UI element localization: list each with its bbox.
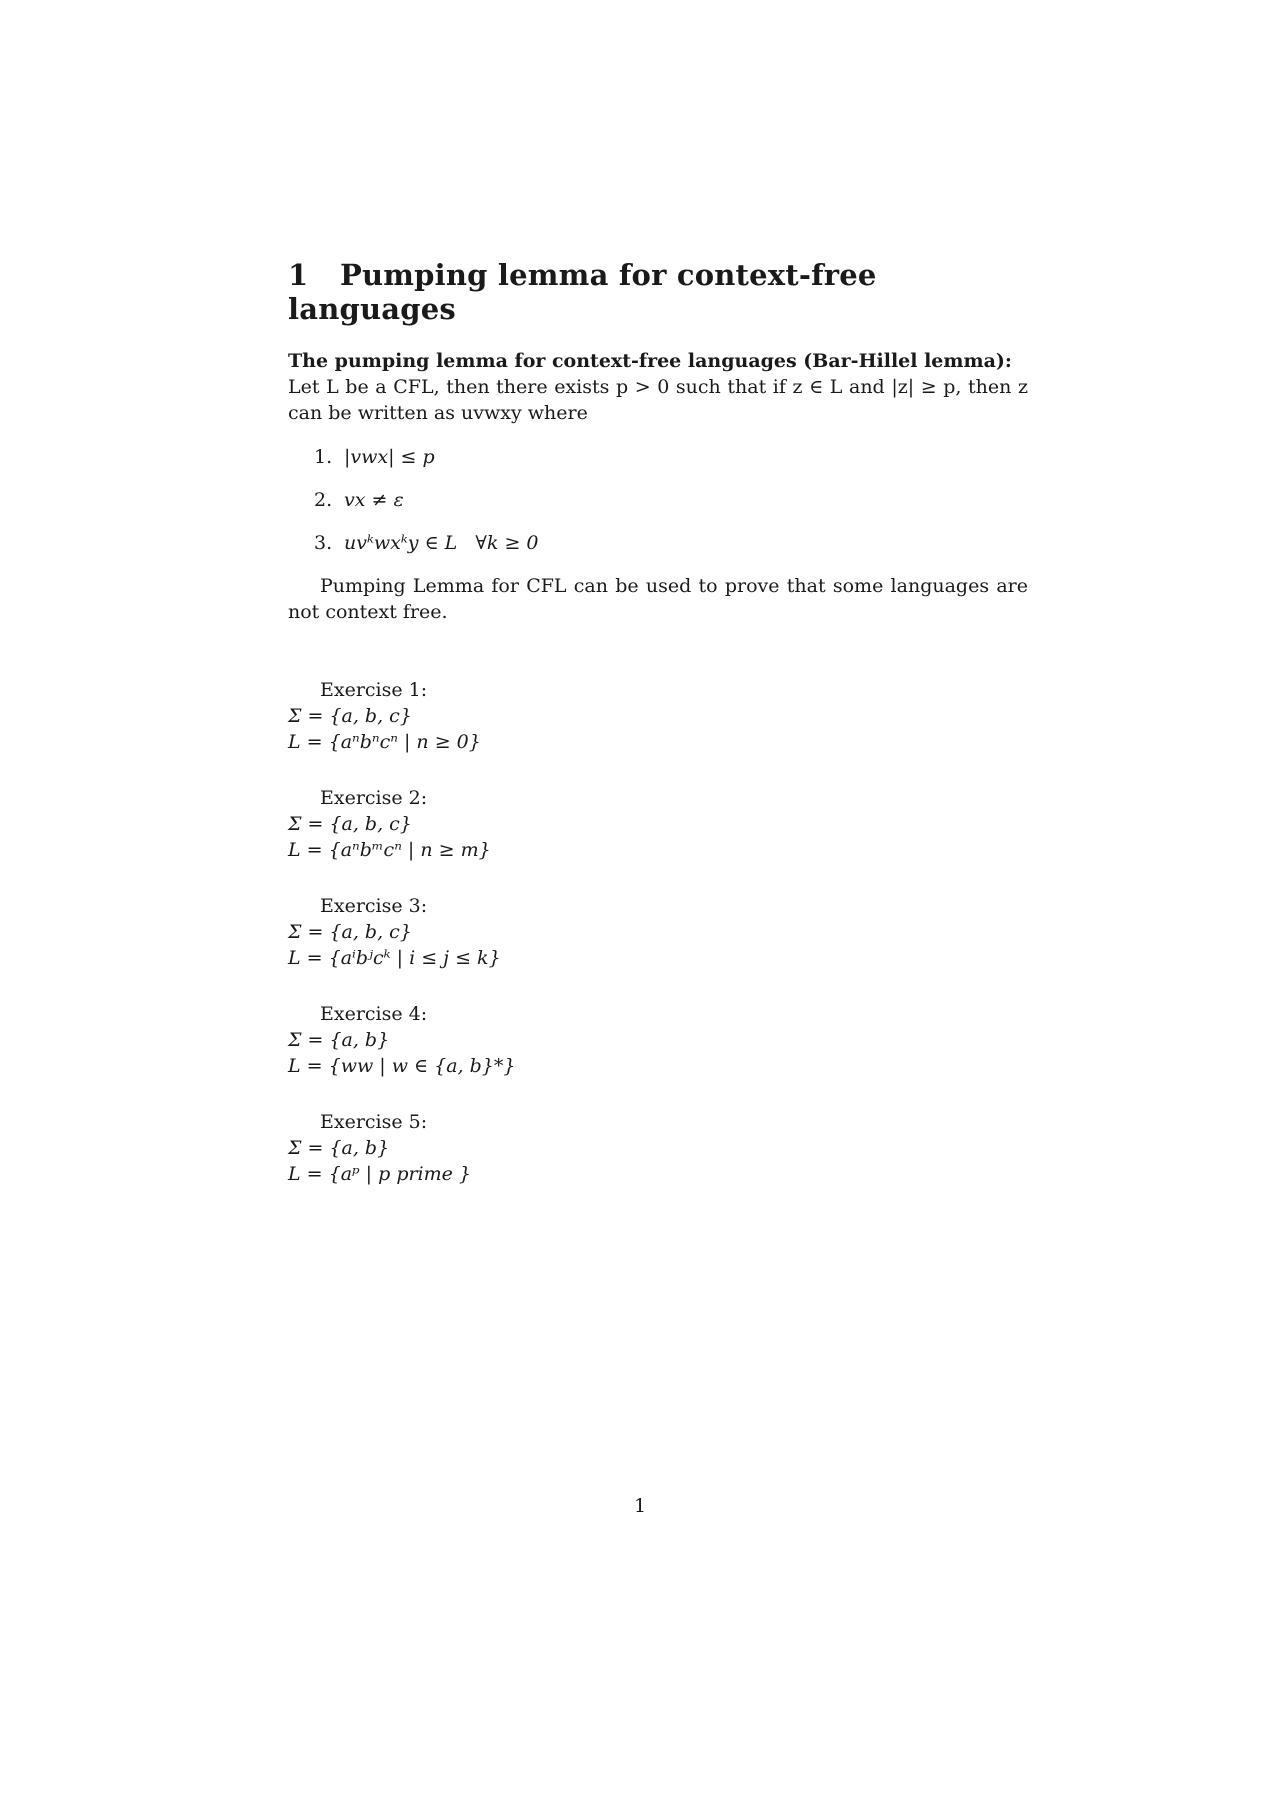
page-number: 1 (633, 1495, 647, 1517)
list-item (314, 487, 1028, 513)
section-title: Pumping lemma for context-free languages (288, 258, 877, 326)
condition-text: vx ≠ ε (344, 489, 404, 511)
exercise-language: L = {ww | w ∈ {a, b}*} (288, 1055, 516, 1077)
exercise-language: L = {aⁿbⁿcⁿ | n ≥ 0} (288, 731, 481, 753)
list-item-index: 2. (314, 489, 333, 511)
exercise-language: L = {aᵖ | p prime } (288, 1163, 472, 1185)
exercise-language: L = {aⁿbᵐcⁿ | n ≥ m} (288, 839, 491, 861)
condition-text: |vwx| ≤ p (344, 446, 435, 468)
list-item (314, 530, 1028, 556)
exercise-title: Exercise 2: (320, 787, 428, 809)
exercise-title: Exercise 5: (320, 1111, 428, 1133)
conditions-list (314, 444, 1028, 556)
list-item (314, 444, 1028, 470)
list-item-index: 1. (314, 446, 333, 468)
exercise-block (288, 785, 1028, 863)
exercise-title: Exercise 1: (320, 679, 428, 701)
section-heading (288, 258, 1028, 326)
exercise-block (288, 1109, 1028, 1187)
list-item-index: 3. (314, 532, 333, 554)
exercise-sigma: Σ = {a, b, c} (288, 813, 412, 835)
exercise-sigma: Σ = {a, b} (288, 1029, 390, 1051)
document-page (288, 258, 1028, 1187)
exercise-language: L = {aⁱbʲcᵏ | i ≤ j ≤ k} (288, 947, 501, 969)
exercise-sigma: Σ = {a, b, c} (288, 921, 412, 943)
exercise-block (288, 1001, 1028, 1079)
exercise-sigma: Σ = {a, b, c} (288, 705, 412, 727)
exercise-title: Exercise 4: (320, 1003, 428, 1025)
exercise-title: Exercise 3: (320, 895, 428, 917)
exercise-sigma: Σ = {a, b} (288, 1137, 390, 1159)
condition-text: uvᵏwxᵏy ∈ L ∀k ≥ 0 (344, 532, 539, 554)
section-number: 1 (288, 258, 309, 292)
exercise-block (288, 677, 1028, 755)
lemma-statement: Let L be a CFL, then there exists p > 0 such that if z ∈ L and |z| ≥ p, then z can be written as uvwxy where (288, 376, 1028, 424)
usage-note: Pumping Lemma for CFL can be used to prove that some languages are not context free. (288, 575, 1028, 623)
exercise-block (288, 893, 1028, 971)
lemma-title: The pumping lemma for context-free languages (Bar-Hillel lemma): (288, 350, 1012, 372)
